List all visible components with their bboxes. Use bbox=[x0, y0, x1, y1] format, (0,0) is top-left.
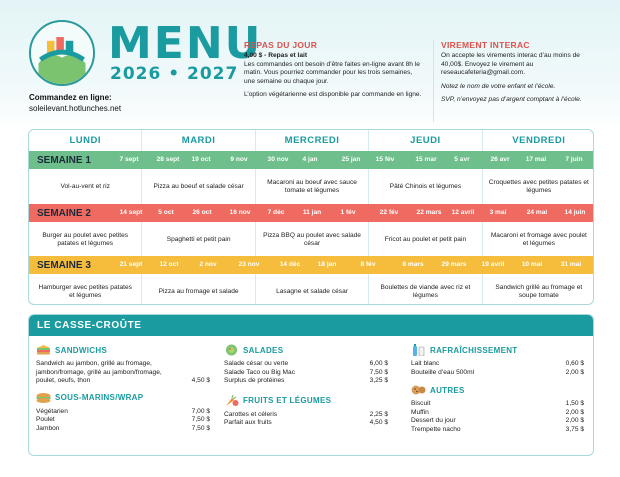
repas-title: REPAS DU JOUR bbox=[244, 40, 318, 50]
meal-cell: Macaroni au boeuf avec sauce tomate et légumes bbox=[255, 169, 368, 204]
salad-bowl-icon bbox=[224, 344, 239, 356]
week-date: 29 mars bbox=[441, 261, 467, 268]
virement-text-1: On accepte les virements interac d’au moins de 40,00$. Envoyez le virement au reseaucafeteria@gmail.com. bbox=[441, 52, 580, 77]
week-date: 14 sept bbox=[119, 209, 143, 216]
sandwichs-heading bbox=[36, 344, 210, 356]
week-2-bar bbox=[29, 204, 594, 222]
menu-item bbox=[36, 416, 210, 425]
cookie-icon bbox=[411, 384, 426, 396]
week-date: 12 oct bbox=[159, 261, 179, 268]
item-name: Lait blanc bbox=[411, 360, 440, 367]
week-3-meals bbox=[29, 274, 594, 305]
week-date: 8 fév bbox=[360, 261, 376, 268]
week-1-bar bbox=[29, 151, 594, 169]
week-1-label: SEMAINE 1 bbox=[37, 154, 91, 166]
online-order-url[interactable]: soleilevant.hotlunches.net bbox=[29, 104, 122, 113]
virement-text-2: Notez le nom de votre enfant et l’école. bbox=[441, 82, 556, 90]
week-date: 5 oct bbox=[158, 209, 174, 216]
salades-title: SALADES bbox=[243, 345, 284, 355]
menu-item bbox=[411, 400, 584, 409]
item-price: 3,75 $ bbox=[565, 425, 584, 433]
meal-cell: Macaroni et fromage avec poulet et légumes bbox=[482, 222, 594, 257]
fruits-heading bbox=[224, 395, 388, 407]
item-price: 7,50 $ bbox=[191, 424, 210, 432]
week-date: 7 sept bbox=[119, 156, 139, 163]
drink-bottle-icon bbox=[411, 344, 426, 356]
item-name: Végétarien bbox=[36, 407, 68, 415]
week-date: 15 mar bbox=[415, 156, 437, 163]
meal-cell: Sandwich grillé au fromage et soupe tomate bbox=[482, 274, 594, 305]
meal-cell: Pizza au fromage et salade bbox=[141, 274, 254, 305]
item-name: Bouteille d’eau 500ml bbox=[411, 368, 475, 376]
header-divider bbox=[433, 40, 434, 122]
rafraichissement-title: RAFRAÎCHISSEMENT bbox=[430, 345, 518, 355]
item-name: Jambon bbox=[36, 424, 60, 432]
menu-item bbox=[411, 409, 584, 418]
salades-section bbox=[224, 344, 388, 428]
item-name: Surplus de protéines bbox=[224, 377, 285, 385]
week-date: 19 avril bbox=[481, 261, 505, 268]
item-price: 2,00 $ bbox=[565, 368, 584, 376]
week-date: 21 sept bbox=[119, 261, 143, 268]
menu-item bbox=[411, 426, 584, 435]
logo bbox=[29, 20, 95, 86]
repas-du-jour-block bbox=[244, 41, 424, 104]
menu-item bbox=[36, 408, 210, 417]
week-date: 8 mars bbox=[402, 261, 424, 268]
menu-item bbox=[411, 417, 584, 426]
item-price: 7,50 $ bbox=[191, 416, 210, 424]
item-name: Salade Taco ou Big Mac bbox=[224, 368, 295, 376]
rafraichissement-section bbox=[411, 344, 584, 435]
sandwichs-section bbox=[36, 344, 210, 434]
meal-cell: Croquettes avec petites patates et légumes bbox=[482, 169, 594, 204]
virement-text-3: SVP, n’envoyez pas d’argent comptant à l’école. bbox=[441, 96, 582, 104]
item-price: 2,00 $ bbox=[565, 417, 584, 425]
item-name: Muffin bbox=[411, 408, 429, 416]
menu-item bbox=[224, 360, 388, 369]
week-date: 4 jan bbox=[302, 156, 318, 163]
week-date: 1 fév bbox=[340, 209, 356, 216]
week-2-meals bbox=[29, 222, 594, 257]
week-date: 3 mai bbox=[489, 209, 507, 216]
menu-item bbox=[411, 360, 584, 369]
sandwichs-desc: Sandwich au jambon, grillé au fromage, jambon/fromage, grillé au jambon/fromage, poulet, oeufs, thon bbox=[36, 360, 162, 385]
week-date: 24 mai bbox=[526, 209, 548, 216]
week-date: 17 mai bbox=[525, 156, 547, 163]
menu-item bbox=[224, 411, 388, 420]
meal-cell: Spaghetti et petit pain bbox=[141, 222, 254, 257]
item-price: 4,50 $ bbox=[369, 419, 388, 427]
meal-cell: Pizza BBQ au poulet avec salade césar bbox=[255, 222, 368, 257]
week-date: 30 nov bbox=[267, 156, 289, 163]
fruits-title: FRUITS ET LÉGUMES bbox=[243, 396, 332, 406]
sub-sandwich-icon bbox=[36, 392, 51, 404]
week-date: 16 nov bbox=[229, 209, 251, 216]
sandwichs-item bbox=[36, 360, 210, 386]
week-date: 2 nov bbox=[199, 261, 217, 268]
meal-cell: Hamburger avec petites patates et légumes bbox=[38, 283, 132, 299]
item-price: 2,00 $ bbox=[565, 408, 584, 416]
week-date: 14 juin bbox=[564, 209, 586, 216]
week-2-label: SEMAINE 2 bbox=[37, 207, 91, 219]
week-date: 9 nov bbox=[230, 156, 248, 163]
week-date: 18 jan bbox=[317, 261, 337, 268]
item-name: Parfait aux fruits bbox=[224, 419, 272, 427]
week-3-label: SEMAINE 3 bbox=[37, 259, 91, 271]
day-header: VENDREDI bbox=[482, 130, 594, 151]
item-name: Carottes et céleris bbox=[224, 410, 278, 418]
week-date: 7 déc bbox=[267, 209, 285, 216]
sandwichs-title: SANDWICHS bbox=[55, 345, 108, 355]
item-price: 0,60 $ bbox=[565, 360, 584, 367]
week-date: 26 oct bbox=[192, 209, 212, 216]
day-header: JEUDI bbox=[368, 130, 481, 151]
week-date: 14 déc bbox=[279, 261, 301, 268]
week-date: 15 fév bbox=[375, 156, 395, 163]
menu-item bbox=[224, 419, 388, 428]
meal-cell: Boulettes de viande avec riz et légumes bbox=[368, 274, 481, 305]
autres-heading bbox=[411, 384, 584, 396]
week-date: 7 juin bbox=[565, 156, 583, 163]
item-price: 7,50 $ bbox=[369, 368, 388, 376]
weekly-menu-grid bbox=[28, 129, 594, 305]
week-date: 26 avr bbox=[490, 156, 510, 163]
day-header-row bbox=[29, 130, 594, 151]
item-price: 7,00 $ bbox=[191, 407, 210, 415]
salades-heading bbox=[224, 344, 388, 356]
week-date: 25 jan bbox=[341, 156, 361, 163]
week-date: 28 sept bbox=[156, 156, 180, 163]
item-price: 3,25 $ bbox=[369, 377, 388, 385]
sous-marins-title: SOUS-MARINS/WRAP bbox=[55, 393, 144, 403]
menu-title: MENU bbox=[108, 18, 263, 69]
vegetables-icon bbox=[224, 395, 239, 407]
week-1-meals bbox=[29, 169, 594, 204]
menu-year: 2026 • 2027 bbox=[110, 64, 239, 84]
week-date: 22 mars bbox=[416, 209, 442, 216]
sandwich-icon bbox=[36, 344, 51, 356]
virement-title: VIREMENT INTERAC bbox=[441, 40, 530, 50]
item-name: Poulet bbox=[36, 416, 55, 424]
sous-marins-heading bbox=[36, 392, 210, 404]
item-price: 6,00 $ bbox=[369, 360, 388, 367]
meal-cell: Pizza au boeuf et salade césar bbox=[141, 169, 254, 204]
week-3-bar bbox=[29, 256, 594, 274]
item-price: 2,25 $ bbox=[369, 410, 388, 418]
item-name: Trempette nacho bbox=[411, 425, 461, 433]
repas-text-2: L’option végétarienne est disponible par commande en ligne. bbox=[244, 91, 422, 99]
menu-item bbox=[411, 369, 584, 378]
day-header: MERCREDI bbox=[255, 130, 368, 151]
repas-text-1: Les commandes ont besoin d’être faites en-ligne avant 8h le matin. Vous pourriez commander pour les trois semaines, une semaine ou chaque jour. bbox=[244, 60, 420, 85]
rafraichissement-heading bbox=[411, 344, 584, 356]
casse-croute-title: LE CASSE-CROÛTE bbox=[29, 315, 593, 336]
week-date: 5 avr bbox=[454, 156, 470, 163]
week-date: 19 oct bbox=[191, 156, 211, 163]
week-date: 31 mai bbox=[560, 261, 582, 268]
meal-cell: Lasagne et salade césar bbox=[255, 274, 368, 305]
meal-cell: Pâté Chinois et légumes bbox=[368, 169, 481, 204]
menu-item bbox=[224, 369, 388, 378]
week-date: 22 fév bbox=[379, 209, 399, 216]
week-date: 11 jan bbox=[302, 209, 322, 216]
item-price: 1,50 $ bbox=[565, 400, 584, 408]
item-name: Dessert du jour bbox=[411, 417, 456, 425]
week-date: 23 nov bbox=[238, 261, 260, 268]
week-date: 10 mai bbox=[521, 261, 543, 268]
meal-cell: Burger au poulet avec petites patates et légumes bbox=[42, 231, 129, 247]
menu-item bbox=[224, 377, 388, 386]
logo-graphic bbox=[31, 22, 93, 84]
week-date: 12 avril bbox=[451, 209, 475, 216]
day-header: LUNDI bbox=[69, 135, 101, 146]
item-name: Salade césar ou verte bbox=[224, 360, 289, 367]
casse-croute-panel bbox=[28, 314, 594, 456]
meal-cell: Fricot au poulet et petit pain bbox=[368, 222, 481, 257]
sandwichs-price: 4,50 $ bbox=[191, 377, 210, 385]
repas-price: 4,00 $ - Repas et lait bbox=[244, 52, 308, 60]
virement-block bbox=[441, 41, 591, 109]
meal-cell: Vol-au-vent et riz bbox=[60, 182, 110, 190]
menu-item bbox=[36, 425, 210, 434]
autres-title: AUTRES bbox=[430, 385, 465, 395]
day-header: MARDI bbox=[141, 130, 254, 151]
online-order-label: Commandez en ligne: bbox=[29, 93, 112, 102]
item-name: Biscuit bbox=[411, 400, 431, 408]
